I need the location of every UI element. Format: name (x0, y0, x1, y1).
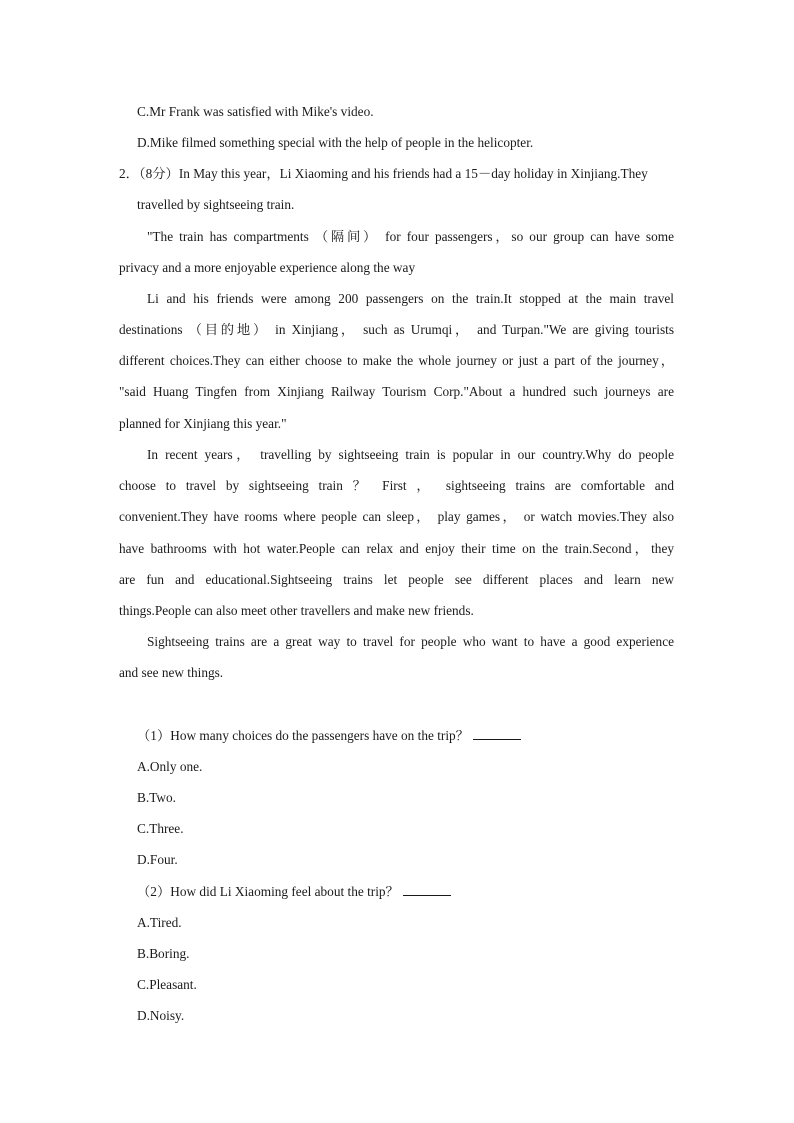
paragraph-3-line-1: In recent years， travelling by sightseeing train is popular in our country.Why do people (147, 447, 674, 462)
sub-question-1-option-a: A.Only one. (137, 759, 203, 774)
sub-question-2-stem: （2）How did Li Xiaoming feel about the trip？ (137, 884, 399, 899)
sub-question-2-option-a: A.Tired. (137, 915, 182, 930)
paragraph-2-line-1: Li and his friends were among 200 passengers on the train.It stopped at the main travel (147, 291, 674, 306)
prev-option-d: D.Mike filmed something special with the help of people in the helicopter. (137, 135, 534, 150)
sub-question-2-option-d: D.Noisy. (137, 1008, 185, 1023)
paragraph-3-line-5: are fun and educational.Sightseeing trains let people see different places and learn new (119, 572, 674, 587)
sub-question-1-stem: （1）How many choices do the passengers have on the trip？ (137, 728, 469, 743)
paragraph-3-line-4: have bathrooms with hot water.People can relax and enjoy their time on the train.Second，they (119, 541, 674, 556)
paragraph-1-line-1: "The train has compartments （隔间） for four passengers，so our group can have some (147, 229, 674, 244)
paragraph-2-line-4: "said Huang Tingfen from Xinjiang Railway Tourism Corp."About a hundred such journeys are (119, 384, 674, 399)
sub-question-1 (137, 727, 521, 745)
sub-question-1-option-c: C.Three. (137, 821, 184, 836)
sub-question-1-option-b: B.Two. (137, 790, 176, 805)
question-2-header: 2．（8分）In May this year，Li Xiaoming and his friends had a 15－day holiday in Xinjiang.They (119, 166, 648, 181)
paragraph-2-line-5: planned for Xinjiang this year." (119, 416, 287, 431)
sub-question-2-option-c: C.Pleasant. (137, 977, 197, 992)
sub-question-2 (137, 883, 451, 901)
paragraph-4-line-1: Sightseeing trains are a great way to travel for people who want to have a good experience (147, 634, 674, 649)
paragraph-3-line-6: things.People can also meet other travellers and make new friends. (119, 603, 474, 618)
paragraph-1-line-2: privacy and a more enjoyable experience along the way (119, 260, 416, 275)
question-2-header-cont: travelled by sightseeing train. (137, 197, 295, 212)
paragraph-4-line-2: and see new things. (119, 665, 224, 680)
paragraph-2-line-2: destinations （目的地） in Xinjiang， such as Urumqi， and Turpan."We are giving tourists (119, 322, 674, 337)
sub-question-2-option-b: B.Boring. (137, 946, 190, 961)
prev-option-c: C.Mr Frank was satisfied with Mike's video. (137, 104, 374, 119)
sub-question-1-option-d: D.Four. (137, 852, 178, 867)
answer-blank-2[interactable] (403, 883, 451, 896)
paragraph-2-line-3: different choices.They can either choose to make the whole journey or just a part of the journey， (119, 353, 674, 368)
paragraph-3-line-2: choose to travel by sightseeing train ？ First ， sightseeing trains are comfortable and (119, 478, 674, 493)
answer-blank-1[interactable] (473, 727, 521, 740)
paragraph-3-line-3: convenient.They have rooms where people can sleep， play games， or watch movies.They also (119, 509, 674, 524)
